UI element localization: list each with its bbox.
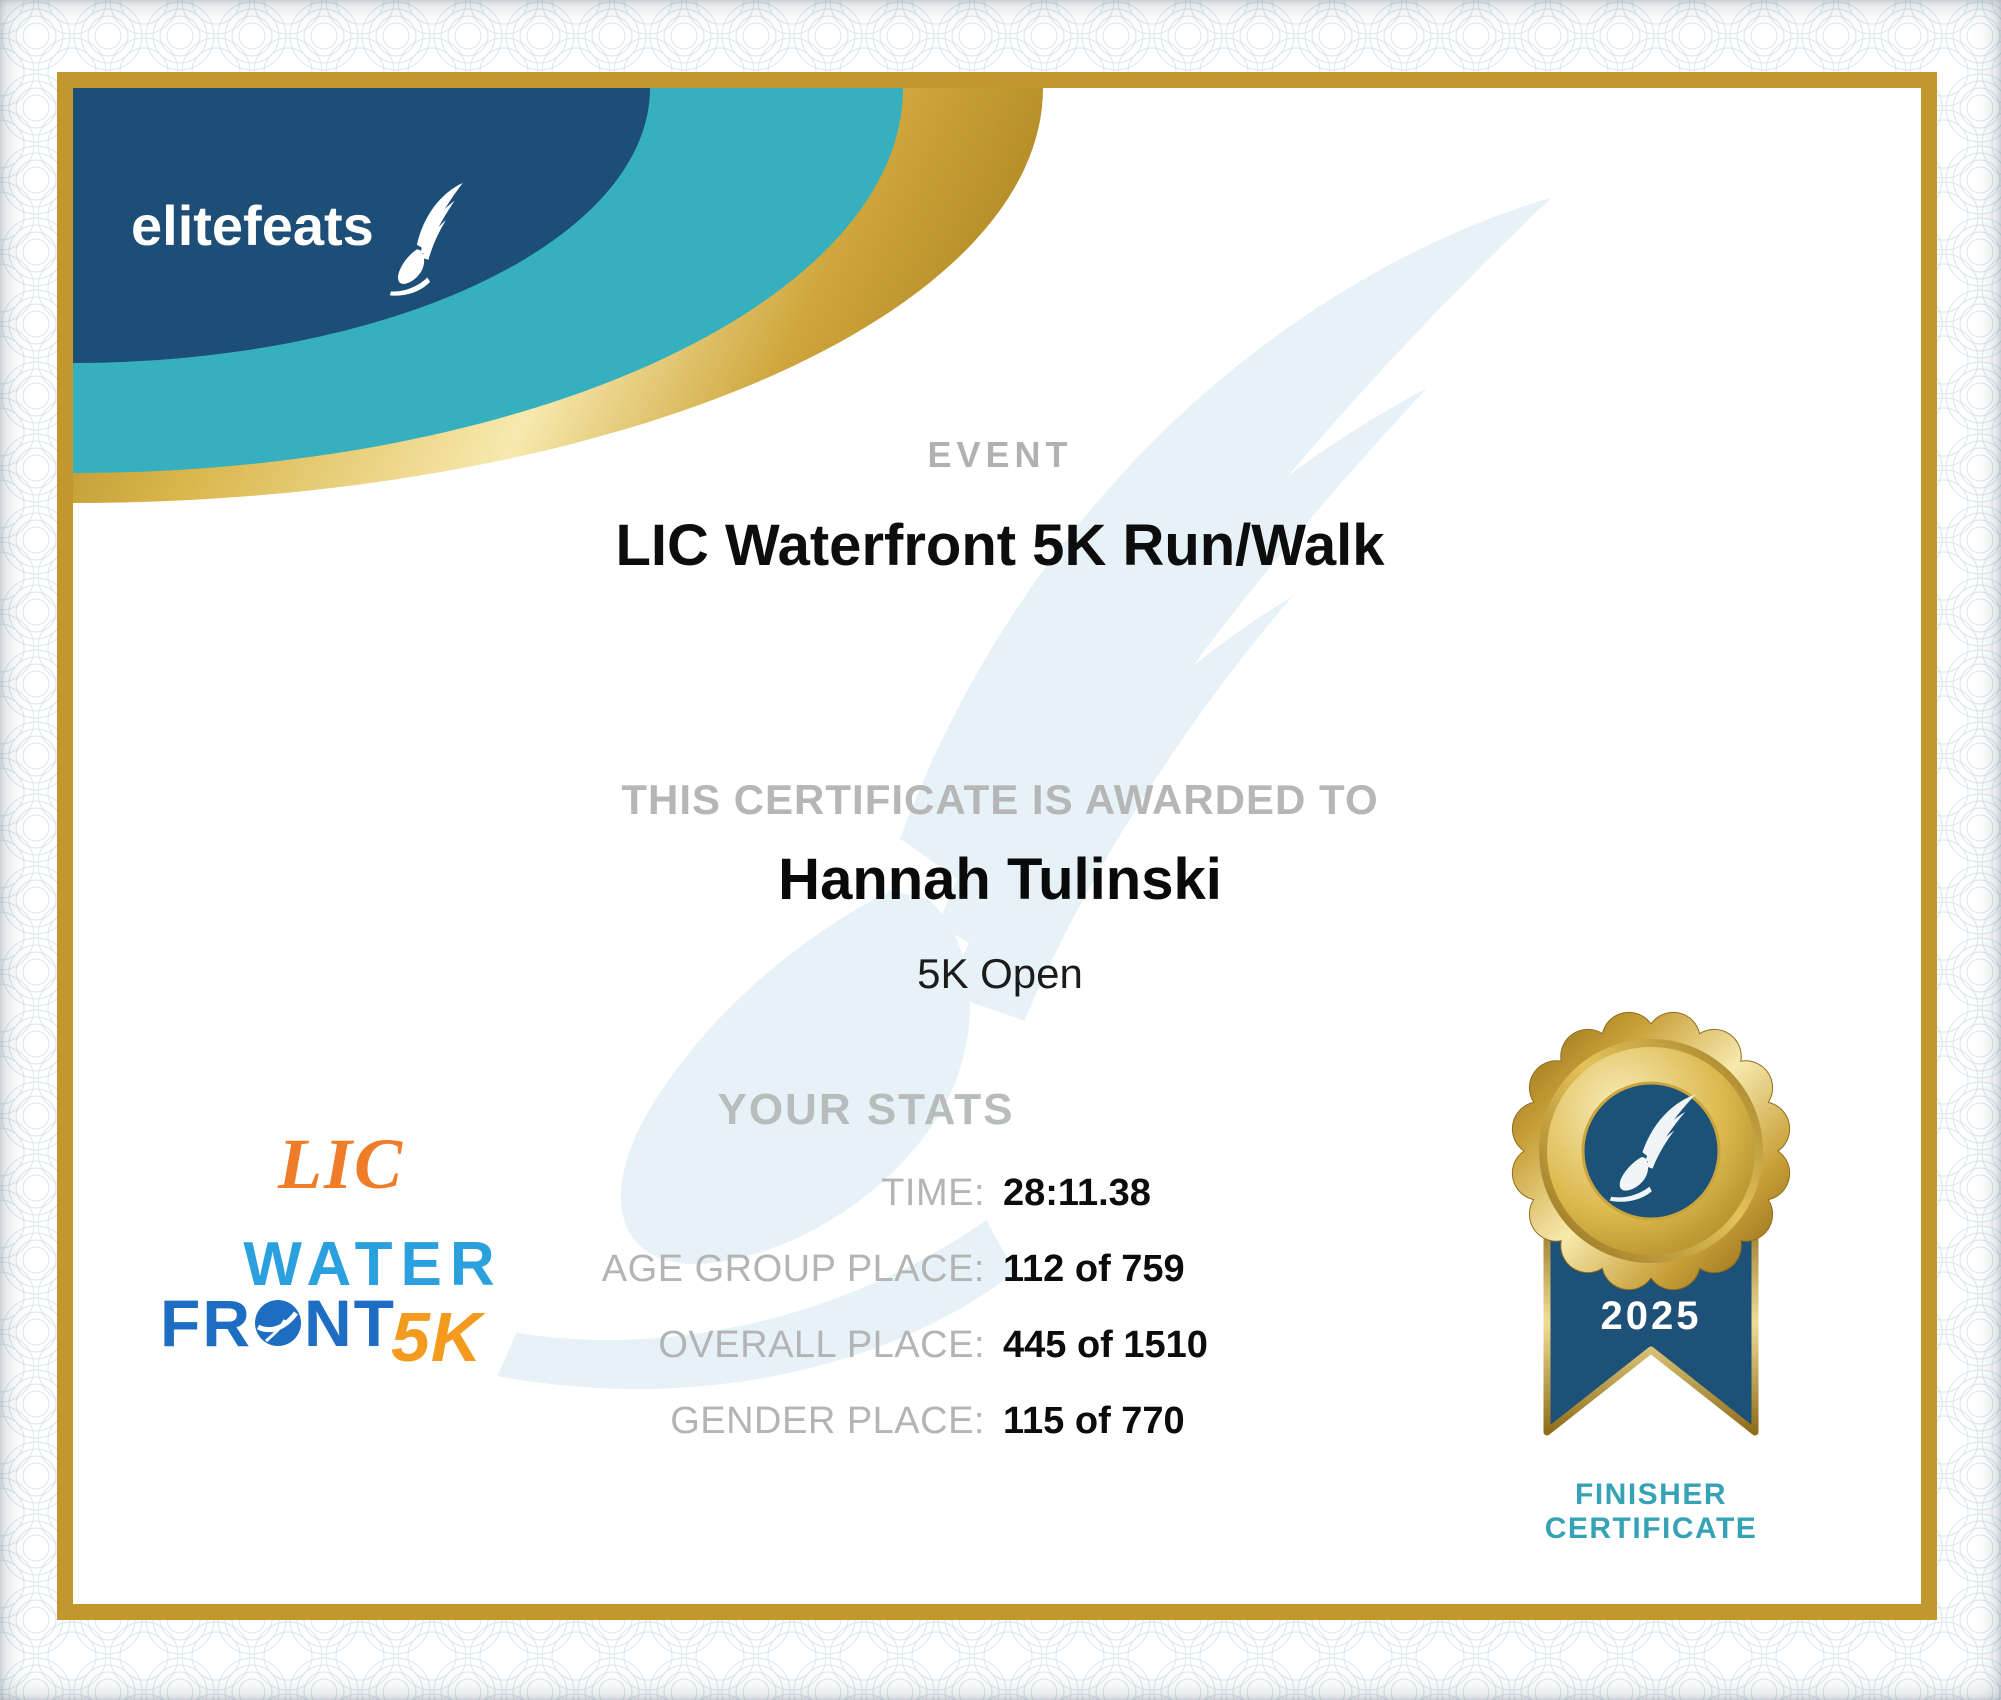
waterfront-globe-icon <box>254 1299 302 1347</box>
front-logo-row <box>160 1285 396 1361</box>
stat-label: GENDER PLACE: <box>670 1400 985 1442</box>
stats-heading: YOUR STATS <box>717 1085 1015 1134</box>
certificate-frame <box>57 72 1937 1620</box>
stat-value: 28:11.38 <box>1003 1172 1151 1214</box>
medal-year: 2025 <box>1600 1294 1702 1338</box>
lic-logo-text: LIC <box>277 1124 405 1204</box>
elitefeats-logo <box>131 186 472 318</box>
stat-value: 445 of 1510 <box>1003 1324 1208 1366</box>
medal-caption <box>1545 1478 1758 1546</box>
lic-waterfront-5k-logo <box>153 1123 583 1463</box>
elitefeats-logo-text: elitefeats <box>131 194 374 257</box>
division-label: 5K Open <box>917 950 1083 997</box>
event-title: LIC Waterfront 5K Run/Walk <box>615 513 1385 578</box>
stat-value: 115 of 770 <box>1003 1400 1185 1442</box>
stat-label: AGE GROUP PLACE: <box>601 1248 985 1290</box>
fivek-logo-text: 5K <box>391 1298 483 1376</box>
medal-caption-line1: FINISHER <box>1574 1478 1728 1511</box>
event-label: EVENT <box>927 434 1073 475</box>
recipient-name: Hannah Tulinski <box>778 847 1222 912</box>
stat-label: TIME: <box>881 1172 985 1214</box>
finisher-medal <box>1501 1011 1801 1481</box>
water-logo-text: WATER <box>243 1230 503 1299</box>
awarded-to-label: THIS CERTIFICATE IS AWARDED TO <box>621 776 1379 823</box>
winged-shoe-icon <box>372 164 479 323</box>
front-logo-text-left: FR <box>160 1286 252 1360</box>
stat-label: OVERALL PLACE: <box>658 1324 985 1366</box>
stat-value: 112 of 759 <box>1003 1248 1185 1290</box>
medal-caption-line2: CERTIFICATE <box>1544 1512 1758 1545</box>
front-logo-text-right: NT <box>303 1286 396 1360</box>
